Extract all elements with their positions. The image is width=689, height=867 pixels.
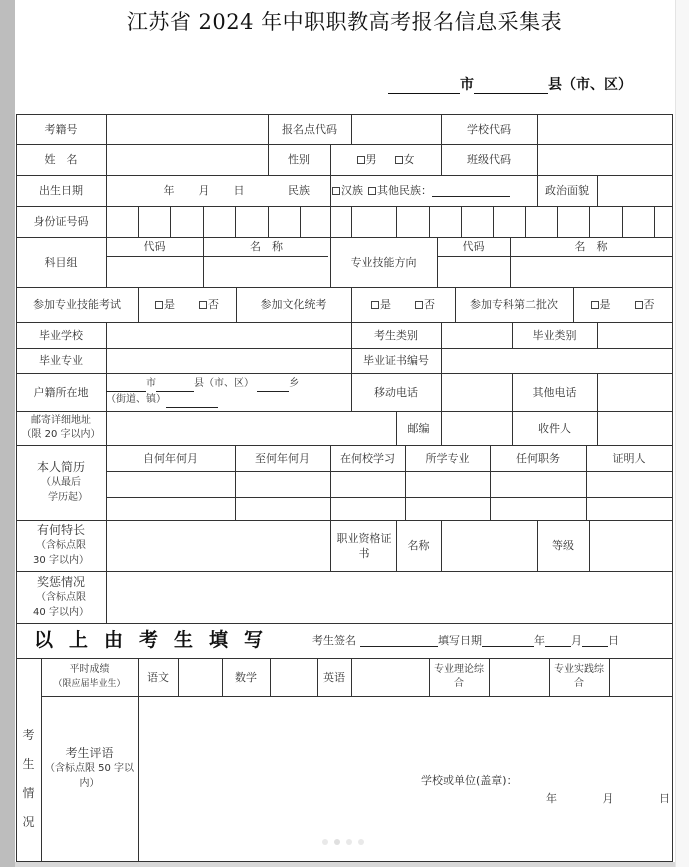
ethnicity-options xyxy=(330,175,537,206)
label-qual-level: 等级 xyxy=(552,539,574,552)
grid-line xyxy=(106,471,673,472)
hh-street-blank[interactable] xyxy=(166,396,218,408)
county-blank[interactable] xyxy=(474,79,548,94)
label-household: 户籍所在地 xyxy=(33,385,89,399)
cert-no-field[interactable] xyxy=(441,348,672,373)
label-exam-no: 考籍号 xyxy=(44,122,78,136)
label-second-batch: 参加专科第二批次 xyxy=(470,298,558,311)
mail-addr-label: 邮寄详细地址 xyxy=(31,415,91,426)
stamp-day-label: 日 xyxy=(659,792,670,805)
hh-township-blank[interactable] xyxy=(257,380,289,392)
second-batch-yes[interactable] xyxy=(591,298,611,311)
id-digit-cell[interactable] xyxy=(429,206,461,237)
id-digit-cell[interactable] xyxy=(106,206,138,237)
label-grad-major: 毕业专业 xyxy=(39,354,83,367)
city-blank[interactable] xyxy=(388,79,460,94)
checkbox-icon[interactable] xyxy=(591,301,599,309)
id-digit-cell[interactable] xyxy=(268,206,300,237)
resume-col-header: 至何年何月 xyxy=(255,451,310,465)
id-digit-cell[interactable] xyxy=(170,206,203,237)
county-label: 县（市、区） xyxy=(548,77,632,93)
id-digit-cell[interactable] xyxy=(235,206,268,237)
label-practice: 专业实践综合 xyxy=(554,664,604,689)
label-id-number: 身份证号码 xyxy=(33,215,89,228)
label-skill-exam: 参加专业技能考试 xyxy=(33,298,121,311)
culture-exam-yes[interactable] xyxy=(371,298,391,311)
second-batch-no[interactable] xyxy=(635,298,655,311)
fill-day-blank[interactable] xyxy=(582,635,608,647)
label-postcode: 邮编 xyxy=(407,421,430,435)
label-subject-group: 科目组 xyxy=(44,255,78,269)
label-birth-date: 出生日期 xyxy=(39,184,83,197)
hh-city-blank[interactable] xyxy=(106,380,146,392)
english-score-field[interactable] xyxy=(351,658,429,696)
chinese-score-field[interactable] xyxy=(178,658,222,696)
label-resume xyxy=(16,445,106,520)
label-other-phone: 其他电话 xyxy=(532,385,577,399)
evaluation-note: （含标点限 50 字以内） xyxy=(44,763,135,789)
label-name: 姓 名 xyxy=(44,153,78,166)
label-evaluation xyxy=(43,696,136,861)
culture-exam-no[interactable] xyxy=(415,298,435,311)
label-qualification: 职业资格证书 xyxy=(336,531,392,560)
label-grad-type: 毕业类别 xyxy=(532,328,577,342)
id-digit-cell[interactable] xyxy=(493,206,525,237)
resume-col-header: 所学专业 xyxy=(425,451,470,465)
signature-blank[interactable] xyxy=(360,635,438,647)
id-digit-cell[interactable] xyxy=(330,206,351,237)
checkbox-icon[interactable] xyxy=(357,156,365,164)
label-culture-exam: 参加文化统考 xyxy=(260,298,327,311)
grid-line xyxy=(549,658,550,696)
name-field[interactable] xyxy=(106,144,268,175)
exam-no-field[interactable] xyxy=(106,114,268,144)
hh-township-label: 乡 xyxy=(289,378,300,389)
hh-county-blank[interactable] xyxy=(156,380,194,392)
postcode-field[interactable] xyxy=(441,411,512,445)
side-char: 况 xyxy=(22,814,35,829)
math-score-field[interactable] xyxy=(270,658,317,696)
fill-year-blank[interactable] xyxy=(482,635,534,647)
id-digit-cell[interactable] xyxy=(557,206,589,237)
year-label: 年 xyxy=(163,184,175,197)
grades-note: （限应届毕业生） xyxy=(53,679,126,689)
side-char: 考 xyxy=(22,727,35,742)
label-political-status: 政治面貌 xyxy=(545,184,589,197)
specialty-field[interactable] xyxy=(106,520,330,571)
reg-point-code-field[interactable] xyxy=(351,114,441,144)
no-label: 否 xyxy=(208,298,219,311)
class-code-field[interactable] xyxy=(537,144,672,175)
checkbox-icon[interactable] xyxy=(368,187,376,195)
label-grad-school: 毕业学校 xyxy=(39,328,83,342)
form-title: 江苏省 2024 年中职职教高考报名信息采集表 xyxy=(126,10,563,34)
city-label: 市 xyxy=(460,77,474,93)
qual-name-field[interactable] xyxy=(441,520,537,571)
id-digit-cell[interactable] xyxy=(525,206,557,237)
resume-note: （从最后 xyxy=(41,477,81,488)
specialty-label: 有何特长 xyxy=(36,523,85,537)
checkbox-icon[interactable] xyxy=(415,301,423,309)
filled-by-label: 以上由考生填写 xyxy=(34,629,280,651)
specialty-note: 30 字以内） xyxy=(33,555,89,566)
fill-year-label: 年 xyxy=(534,634,545,647)
awards-label: 奖惩情况 xyxy=(36,574,85,589)
label-reg-point-code: 报名点代码 xyxy=(282,122,337,136)
month-label: 月 xyxy=(198,184,210,197)
gender-female-option[interactable] xyxy=(395,153,415,166)
subject-code-field[interactable] xyxy=(106,256,203,287)
label-theory: 专业理论综合 xyxy=(434,664,484,689)
mail-addr-note: （限 20 字以内） xyxy=(21,429,101,440)
specialty-note: （含标点限 xyxy=(36,540,86,551)
label-cert-no: 毕业证书编号 xyxy=(363,354,429,367)
subject-code-header: 代码 xyxy=(143,240,166,253)
other-ethnicity-label: 其他民族： xyxy=(377,184,432,197)
grades-label: 平时成绩 xyxy=(69,664,110,675)
evaluation-field[interactable] xyxy=(138,696,672,861)
male-label: 男 xyxy=(365,153,377,166)
no-label: 否 xyxy=(424,298,435,311)
window-right-margin xyxy=(675,0,689,867)
grad-school-field[interactable] xyxy=(106,322,351,348)
label-awards xyxy=(16,571,106,623)
gender-male-option[interactable] xyxy=(357,153,377,166)
culture-exam-options xyxy=(351,287,455,322)
checkbox-icon[interactable] xyxy=(155,301,163,309)
skill-code-field[interactable] xyxy=(437,256,510,287)
grid-line xyxy=(106,497,673,498)
label-ethnicity: 民族 xyxy=(288,184,310,197)
id-digit-cell[interactable] xyxy=(351,206,396,237)
candidate-type-field[interactable] xyxy=(441,322,512,348)
no-label: 否 xyxy=(643,298,655,311)
label-school-code: 学校代码 xyxy=(467,122,511,136)
awards-field[interactable] xyxy=(106,571,672,623)
region-line xyxy=(388,74,632,94)
label-specialty xyxy=(16,520,106,571)
label-class-code: 班级代码 xyxy=(467,153,511,166)
day-label: 日 xyxy=(233,184,245,197)
political-status-field[interactable] xyxy=(597,175,672,206)
id-digit-cell[interactable] xyxy=(300,206,330,237)
skill-code-header: 代码 xyxy=(462,240,485,253)
yes-label: 是 xyxy=(380,298,391,311)
signature-line xyxy=(312,623,672,658)
skill-exam-yes[interactable] xyxy=(155,298,175,311)
candidate-situation-side-label xyxy=(16,696,41,861)
label-mobile: 移动电话 xyxy=(374,385,418,399)
window-left-margin xyxy=(0,0,15,867)
grid-line xyxy=(672,206,673,237)
page-dot[interactable] xyxy=(346,839,352,845)
fill-date-label: 填写日期 xyxy=(438,634,482,647)
resume-note: 学历起） xyxy=(48,492,88,503)
birth-date-field[interactable] xyxy=(140,175,268,206)
evaluation-label: 考生评语 xyxy=(65,746,114,760)
hh-city-label: 市 xyxy=(146,378,156,389)
resume-col-header: 证明人 xyxy=(612,451,646,465)
fill-month-blank[interactable] xyxy=(545,635,571,647)
label-english: 英语 xyxy=(323,670,345,684)
grid-line xyxy=(330,520,331,571)
other-phone-field[interactable] xyxy=(597,373,672,411)
practice-score-field[interactable] xyxy=(609,658,672,696)
stamp-date xyxy=(546,790,670,806)
yes-label: 是 xyxy=(164,298,175,311)
id-digit-cell[interactable] xyxy=(138,206,170,237)
stamp-month-label: 月 xyxy=(602,792,614,805)
id-digit-cell[interactable] xyxy=(461,206,493,237)
resume-col-header: 自何年何月 xyxy=(143,451,198,465)
label-mail-address xyxy=(16,411,106,445)
checkbox-icon[interactable] xyxy=(635,301,643,309)
side-char: 情 xyxy=(22,785,35,800)
id-digit-cell[interactable] xyxy=(589,206,622,237)
fill-month-label: 月 xyxy=(571,634,582,647)
label-math: 数学 xyxy=(235,670,257,684)
label-grades xyxy=(41,658,138,696)
resume-label: 本人简历 xyxy=(36,460,85,474)
school-stamp-label: 学校或单位(盖章)： xyxy=(421,774,518,787)
checkbox-icon[interactable] xyxy=(395,156,403,164)
awards-note: 40 字以内） xyxy=(33,606,89,618)
page-dot[interactable] xyxy=(322,839,328,845)
label-gender: 性别 xyxy=(288,153,310,166)
checkbox-icon[interactable] xyxy=(332,187,340,195)
other-ethnicity-blank[interactable] xyxy=(432,185,510,197)
han-label: 汉族 xyxy=(341,184,363,197)
page-dot[interactable] xyxy=(334,839,340,845)
id-digit-cell[interactable] xyxy=(622,206,654,237)
label-recipient: 收件人 xyxy=(538,421,571,435)
grid-line xyxy=(429,658,430,696)
skill-exam-no[interactable] xyxy=(199,298,219,311)
label-skill-direction: 专业技能方向 xyxy=(350,255,417,269)
fill-day-label: 日 xyxy=(608,634,619,647)
yes-label: 是 xyxy=(599,298,611,311)
skill-name-field[interactable] xyxy=(510,256,672,287)
recipient-field[interactable] xyxy=(597,411,672,445)
side-char: 生 xyxy=(22,756,35,771)
signature-label: 考生签名 xyxy=(312,634,356,647)
mail-address-field[interactable] xyxy=(106,411,396,445)
female-label: 女 xyxy=(403,153,415,166)
label-candidate-type: 考生类别 xyxy=(374,328,418,342)
awards-note: （含标点限 xyxy=(36,591,86,603)
subject-name-header: 名 称 xyxy=(250,240,283,253)
qual-level-field[interactable] xyxy=(589,520,672,571)
school-code-field[interactable] xyxy=(537,114,672,144)
hh-county-label: 县（市、区） xyxy=(194,378,254,389)
hh-street-label: （街道、镇） xyxy=(106,394,166,405)
label-chinese: 语文 xyxy=(147,670,169,684)
resume-col-header: 任何职务 xyxy=(516,451,560,465)
gender-options xyxy=(330,144,441,175)
page-indicator xyxy=(322,839,364,845)
label-qual-name: 名称 xyxy=(407,539,430,552)
stamp-year-label: 年 xyxy=(546,792,557,805)
theory-score-field[interactable] xyxy=(489,658,549,696)
household-field xyxy=(106,373,351,411)
page-dot[interactable] xyxy=(358,839,364,845)
grad-type-field[interactable] xyxy=(597,322,672,348)
subject-name-field[interactable] xyxy=(203,256,330,287)
id-digit-cell[interactable] xyxy=(654,206,672,237)
mobile-field[interactable] xyxy=(441,373,512,411)
skill-exam-options xyxy=(138,287,236,322)
checkbox-icon[interactable] xyxy=(199,301,207,309)
checkbox-icon[interactable] xyxy=(371,301,379,309)
skill-name-header: 名 称 xyxy=(574,240,608,253)
resume-col-header: 在何校学习 xyxy=(340,451,395,465)
filled-by-candidate-heading xyxy=(34,623,314,658)
second-batch-options xyxy=(573,287,672,322)
page-bottom-edge xyxy=(15,862,675,867)
id-digit-cell[interactable] xyxy=(203,206,235,237)
grad-major-field[interactable] xyxy=(106,348,351,373)
id-digit-cell[interactable] xyxy=(396,206,429,237)
